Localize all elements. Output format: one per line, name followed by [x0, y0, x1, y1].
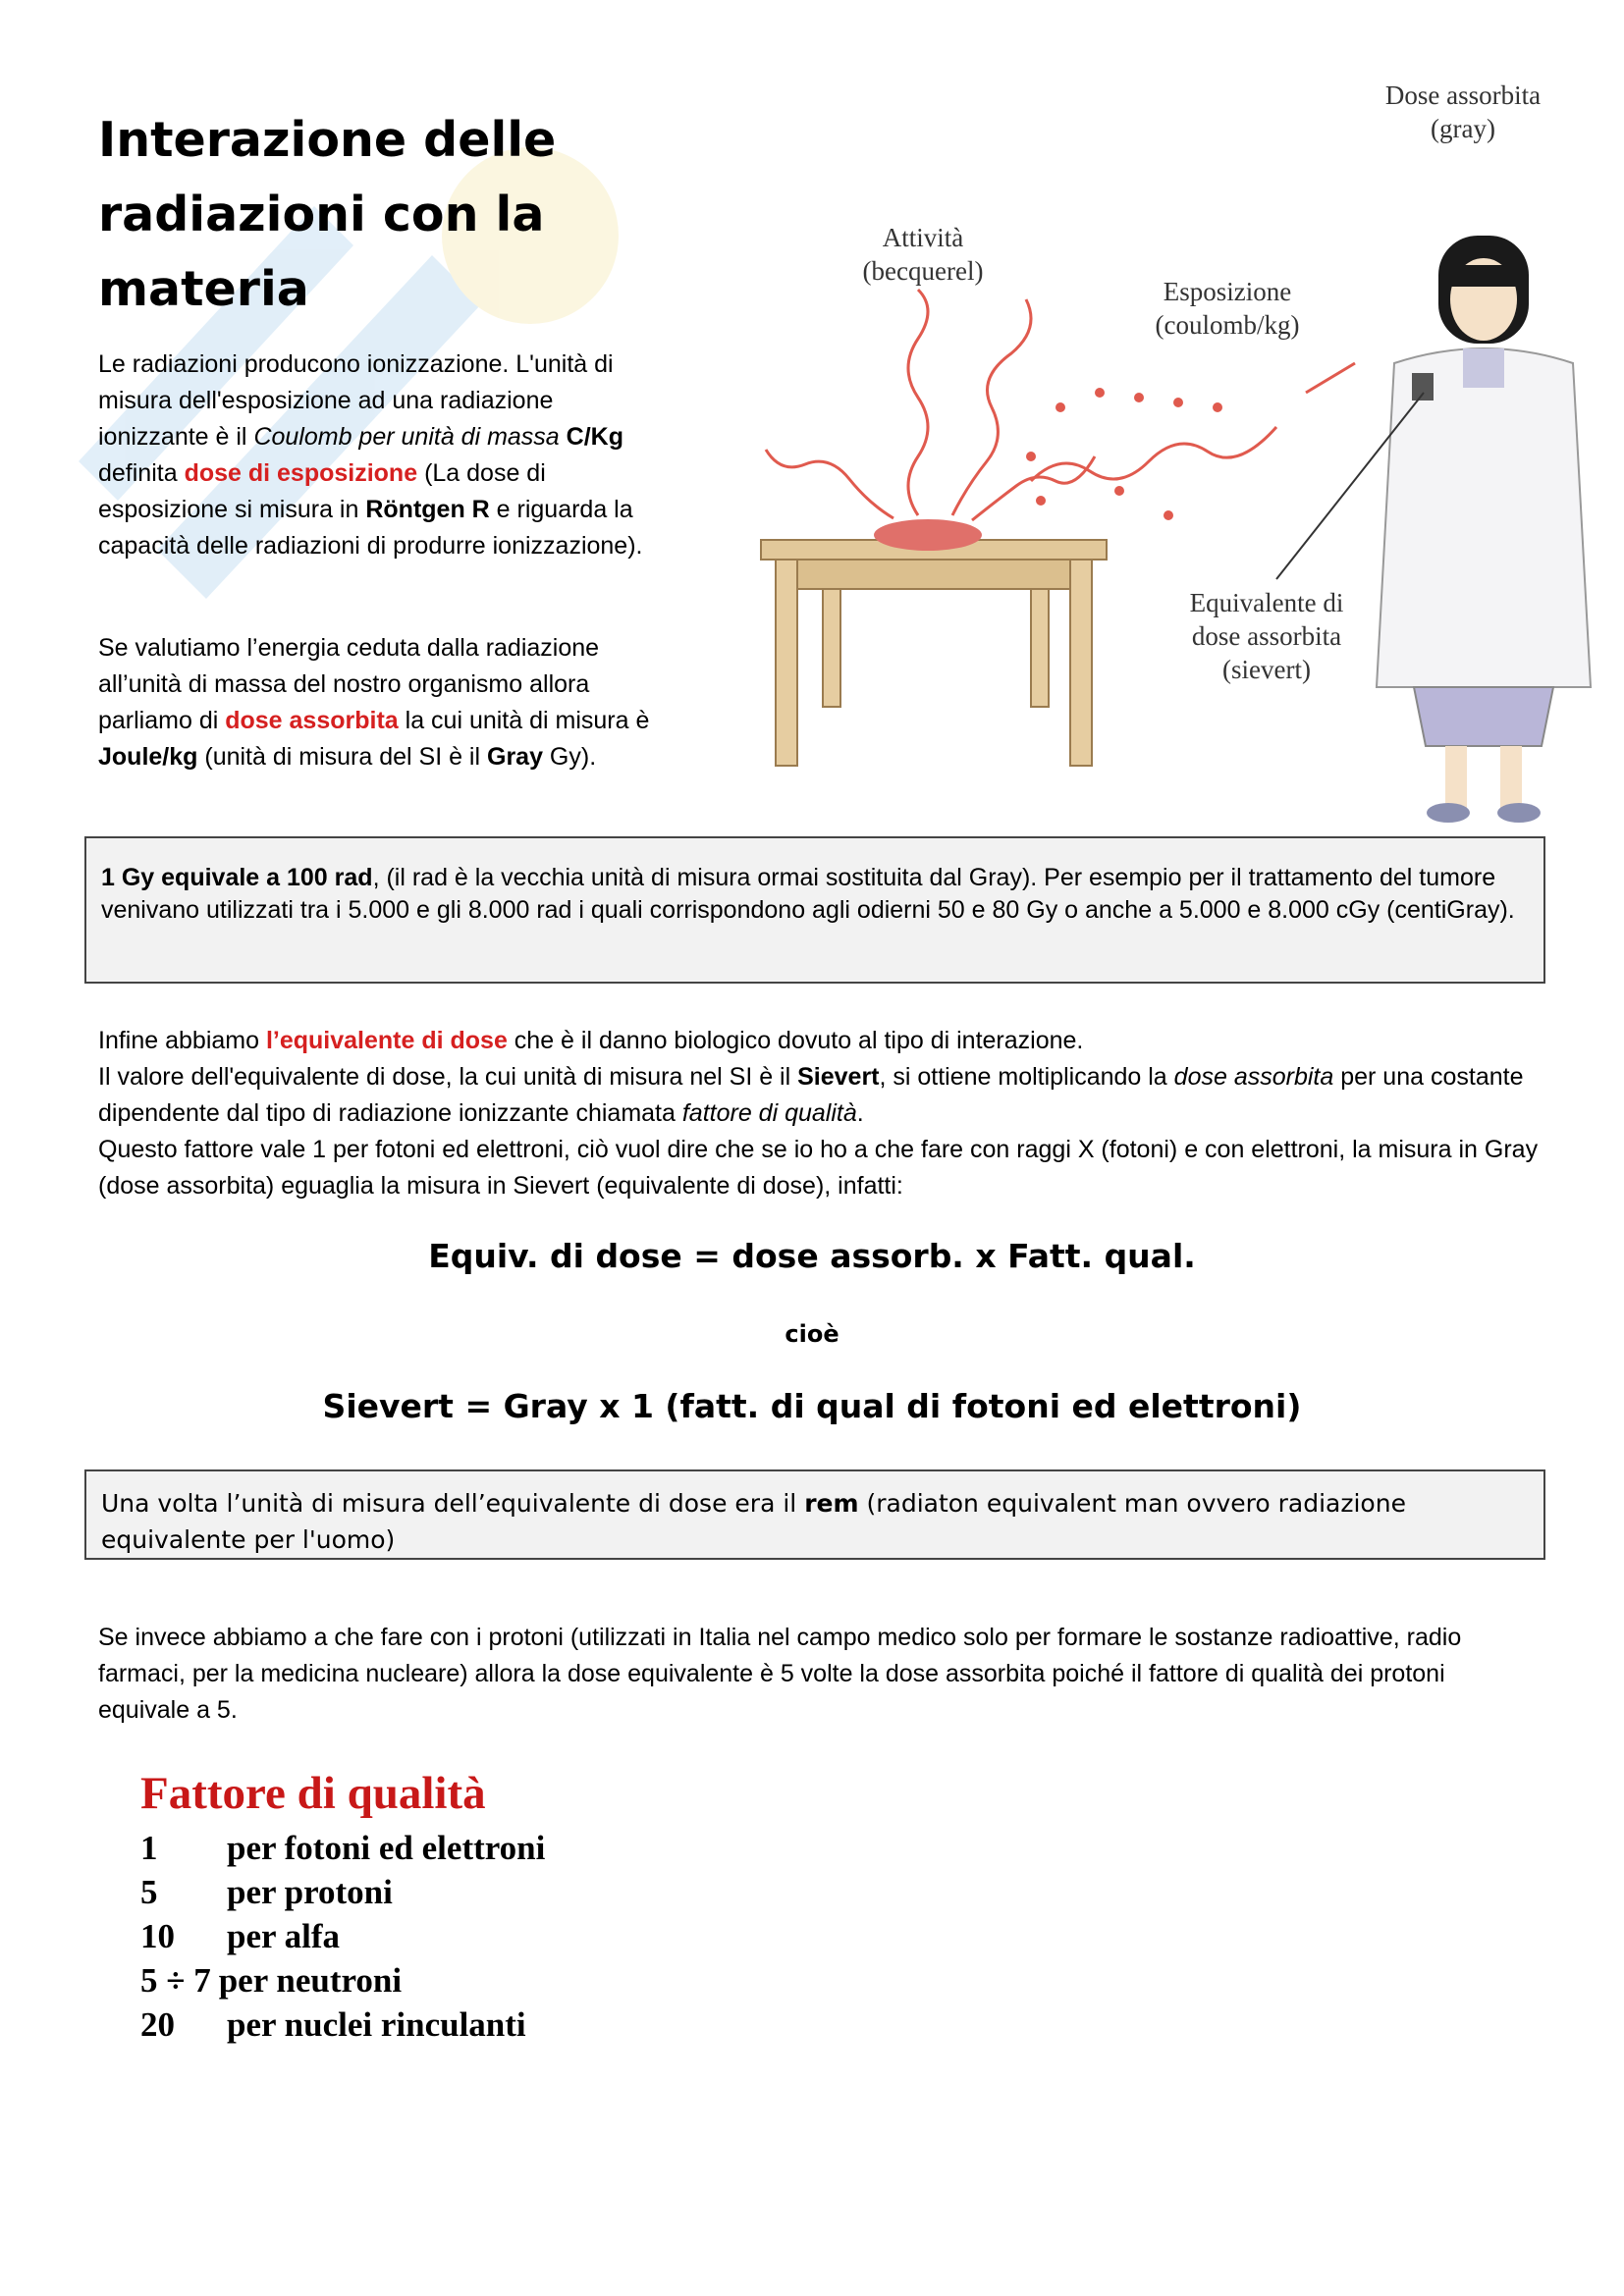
fattore-row: 10 per alfa [140, 1917, 341, 1955]
gray-rad-box: 1 Gy equivale a 100 rad, (il rad è la vecchia unità di misura ormai sostituita dal Gray). Per esempio per il trattamento del tumore venivano utilizzati tra i 5.000 e gli 8.000 rad i quali corrispondono agli odierni 50 e 80 Gy o anche a 5.000 e 8.000 cGy (centiGray). [84, 836, 1545, 984]
radiation-rays [766, 290, 1095, 520]
exposure-particles [1026, 388, 1222, 520]
label-esposizione: Esposizione (coulomb/kg) [1155, 277, 1300, 340]
label-equivalente: Equivalente di dose assorbita (sievert) [1189, 588, 1344, 684]
equivalente-dose-paragraph: Infine abbiamo l’equivalente di dose che è il danno biologico dovuto al tipo di interazione. Il valore dell'equivalente di dose, la cui unità di misura nel SI è il Sievert, si ottiene moltiplicando la dose assorbita per una costante dipendente dal tipo di radiazione ionizzante chiamata fattore di qualità. Questo fattore vale 1 per fotoni ed elettroni, ciò vuol dire che se io ho a che fare con raggi X (fotoni) e con elettroni, la misura in Gray (dose assorbita) eguaglia la misura in Sievert (equivalente di dose), infatti: [98, 1027, 1539, 1200]
formula-cioe: cioè [785, 1320, 839, 1348]
fattore-row: 5 ÷ 7 per neutroni [140, 1961, 403, 2000]
formula-sievert: Sievert = Gray x 1 (fatt. di qual di fotoni ed elettroni) [322, 1387, 1302, 1425]
fattore-row: 1 per fotoni ed elettroni [140, 1829, 546, 1867]
table-drawing [761, 519, 1107, 766]
fattore-row: 20 per nuclei rinculanti [140, 2005, 526, 2044]
radiation-illustration [707, 69, 1620, 825]
rem-box: Una volta l’unità di misura dell’equivalente di dose era il rem (radiaton equivalent man ovvero radiazione equivalente per l'uomo) [84, 1469, 1545, 1560]
scientist-figure [1377, 236, 1591, 823]
intro-paragraph-2: Se valutiamo l’energia ceduta dalla radiazione all’unità di massa del nostro organismo allora parliamo di dose assorbita la cui unità di misura è Joule/kg (unità di misura del SI è il Gray Gy). [98, 634, 650, 771]
formula-equivalente: Equiv. di dose = dose assorb. x Fatt. qual. [428, 1237, 1196, 1275]
protoni-paragraph: Se invece abbiamo a che fare con i protoni (utilizzati in Italia nel campo medico solo per formare le sostanze radioattive, radio farmaci, per la medicina nucleare) allora la dose equivalente è 5 volte la dose assorbita poiché il fattore di qualità dei protoni equivale a 5. [98, 1624, 1462, 1724]
label-dose-assorbita: Dose assorbita (gray) [1384, 80, 1542, 143]
fattore-qualita-title: Fattore di qualità [140, 1768, 486, 1819]
intro-paragraph-1: Le radiazioni producono ionizzazione. L'unità di misura dell'esposizione ad una radiazione ionizzante è il Coulomb per unità di massa C/Kg definita dose di esposizione (La dose di esposizione si misura in Röntgen R e riguarda la capacità delle radiazioni di produrre ionizzazione). [98, 350, 643, 560]
page-title: Interazione delle radiazioni con la materia [98, 112, 557, 317]
label-attivita: Attività (becquerel) [862, 223, 984, 286]
fattore-row: 5 per protoni [140, 1873, 393, 1911]
illustration-drawing [707, 69, 1620, 825]
